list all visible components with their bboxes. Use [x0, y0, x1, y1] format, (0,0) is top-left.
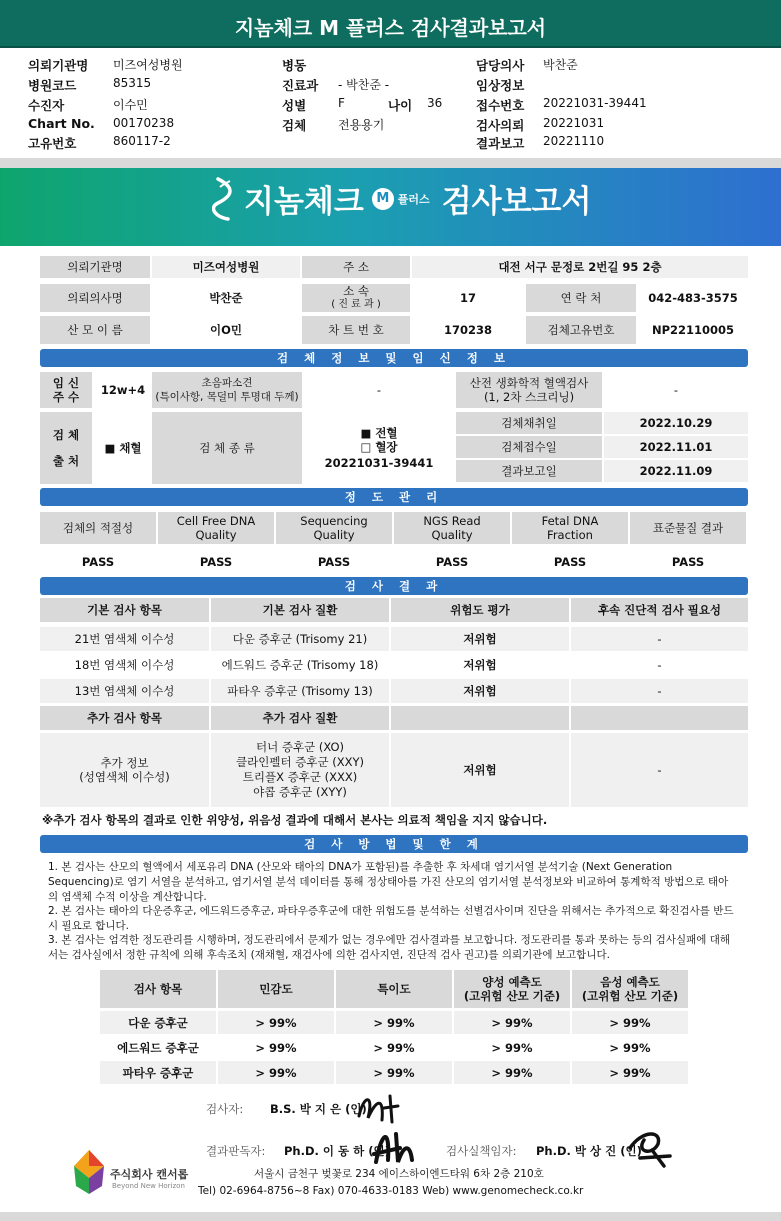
additional-diseases-line-2: 클라인펠터 증후군 (XXY) [236, 755, 364, 769]
value-request: 20221031 [543, 116, 605, 130]
value-contact: 042-483-3575 [638, 284, 748, 312]
perf-row-2-col-2: > 99% [218, 1036, 334, 1059]
value-receipt-no: 20221031-39441 [543, 96, 647, 110]
label-collection-date: 검체채취일 [456, 412, 602, 434]
qc-header-5 [512, 512, 628, 544]
director-signature [622, 1126, 678, 1170]
label-reviewer: 결과판독자: [206, 1144, 266, 1158]
additional-header-3 [391, 706, 569, 730]
result-row-3-col-2: 파타우 증후군 (Trisomy 13) [211, 679, 389, 703]
additional-header-4 [571, 706, 748, 730]
result-header-2: 기본 검사 질환 [211, 598, 389, 622]
value-specimen-id: NP22110005 [638, 316, 748, 344]
specimen-receipt-id: 20221031-39441 [324, 456, 434, 470]
perf-row-1-col-4: > 99% [454, 1011, 570, 1034]
result-row-1-col-3: 저위험 [391, 627, 569, 651]
company-contact: Tel) 02-6964-8756~8 Fax) 070-4633-0183 Web) www.genomecheck.co.kr [198, 1185, 584, 1197]
label-director: 검사실책임자: [446, 1144, 517, 1158]
qc-header-3-line-1: Sequencing [300, 514, 368, 528]
brand-m-badge: M [372, 188, 394, 210]
label-ward: 병동 [282, 58, 307, 73]
qc-value-4: PASS [394, 550, 510, 574]
label-affiliation-main: 소 속 [343, 284, 369, 298]
perf-row-2-col-3: > 99% [336, 1036, 452, 1059]
brand-logo [212, 176, 591, 221]
perf-row-1-col-1: 다운 증후군 [100, 1011, 216, 1034]
additional-item [40, 733, 209, 807]
method-item-3: 3. 본 검사는 엄격한 정도관리를 시행하며, 정도관리에서 문제가 없는 경우에만 검사결과를 보고합니다. 정도관리를 통과 못하는 등의 검사실패에 대해서는 검사실에서 정한 규칙에 의해 후속조치 (재채혈, 재검사에 의한 검사지연, 진단적 검사 권고)를 의뢰기관에 보고합니다. [48, 934, 731, 961]
perf-header-5-line-2: (고위험 산모 기준) [581, 989, 679, 1003]
value-director: Ph.D. 박 상 진 (인) [536, 1144, 642, 1158]
qc-header-4-line-2: Quality [431, 528, 473, 542]
label-affiliation-sub: ( 진 료 과 ) [331, 299, 381, 310]
qc-header-6: 표준물질 결과 [630, 512, 746, 544]
value-hospital-code: 85315 [113, 76, 152, 90]
value-chart-no: 00170238 [113, 116, 175, 130]
qc-header-5-line-1: Fetal DNA [541, 514, 599, 528]
label-affiliation [302, 284, 410, 312]
section-test-method: 검 사 방 법 및 한 계 [40, 835, 748, 853]
label-age: 나이 [388, 98, 413, 113]
value-receipt-date: 2022.11.01 [604, 436, 748, 458]
additional-diseases-line-4: 야콥 증후군 (XYY) [253, 785, 347, 799]
company-logo-icon [72, 1148, 106, 1196]
perf-row-3-col-1: 파타우 증후군 [100, 1061, 216, 1084]
method-item-1: 1. 본 검사는 산모의 혈액에서 세포유리 DNA (산모와 태아의 DNA가 포함된)를 추출한 후 차세대 염기서열 분석기술 (Next Generation Sequencing)로 염기 서열을 분석하고, 염기서열 분석 데이터를 통해 정상태아를 가진 산모의 염기서열 분석정보와 비교하여 통계학적 방법으로 태아의 염색체 수적 이상을 계산합니다. [48, 861, 729, 903]
label-institution: 의뢰기관명 [28, 58, 89, 73]
result-header-1: 기본 검사 항목 [40, 598, 209, 622]
value-doctor: 박찬준 [543, 58, 578, 72]
label-specimen: 검체 [282, 118, 307, 133]
section-quality-control: 정 도 관 리 [40, 488, 748, 506]
value-institution-t: 미즈여성병원 [152, 256, 300, 278]
label-contact: 연 락 처 [526, 284, 636, 312]
dna-icon [212, 177, 238, 221]
label-hospital-code: 병원코드 [28, 78, 77, 93]
perf-row-1-col-3: > 99% [336, 1011, 452, 1034]
label-request: 검사의뢰 [476, 118, 525, 133]
banner-title: 검사보고서 [441, 184, 592, 220]
label-gestation [40, 372, 92, 408]
label-specimen-source [40, 412, 92, 484]
label-chart-number: 차 트 번 호 [302, 316, 410, 344]
label-sex: 성별 [282, 98, 307, 113]
option-whole-blood: ■ 전혈 [360, 426, 398, 440]
additional-item-line-2: (성염색체 이수성) [79, 770, 170, 784]
value-specimen: 전용용기 [338, 118, 385, 132]
label-unique-no: 고유번호 [28, 136, 77, 151]
label-receipt-date: 검체접수일 [456, 436, 602, 458]
perf-header-4 [454, 970, 570, 1008]
perf-row-1-col-2: > 99% [218, 1011, 334, 1034]
label-specimen-type: 검 체 종 류 [152, 412, 302, 484]
tester-signature [354, 1090, 404, 1126]
perf-header-2: 민감도 [218, 970, 334, 1008]
brand-plus: 플러스 [397, 192, 430, 206]
perf-header-1: 검사 항목 [100, 970, 216, 1008]
result-row-3-col-3: 저위험 [391, 679, 569, 703]
qc-value-3: PASS [276, 550, 392, 574]
label-ultrasound [152, 372, 302, 408]
value-reviewer: Ph.D. 이 동 하 (인) [284, 1144, 390, 1158]
perf-row-3-col-3: > 99% [336, 1061, 452, 1084]
perf-row-3-col-5: > 99% [572, 1061, 688, 1084]
label-serum-2: (1, 2차 스크리닝) [483, 390, 575, 404]
method-item-2: 2. 본 검사는 태아의 다운증후군, 에드워드증후군, 파타우증후군에 대한 위험도를 분석하는 선별검사이며 진단을 위해서는 추가적으로 확진검사를 반드시 필요로 합니다. [48, 905, 734, 932]
result-row-1-col-4: - [571, 627, 748, 651]
disclaimer-note: ※추가 검사 항목의 결과로 인한 위양성, 위음성 결과에 대해서 본사는 의료적 책임을 지지 않습니다. [42, 813, 548, 827]
additional-diseases [211, 733, 389, 807]
perf-row-3-col-4: > 99% [454, 1061, 570, 1084]
label-mother-name: 산 모 이 름 [40, 316, 150, 344]
label-institution-t: 의뢰기관명 [40, 256, 150, 278]
section-test-results: 검 사 결 과 [40, 577, 748, 595]
result-row-1-col-1: 21번 염색체 이수성 [40, 627, 209, 651]
label-gestation-1: 임 신 [52, 376, 80, 390]
label-source-1: 검 체 [52, 428, 80, 442]
reviewer-signature [370, 1124, 420, 1166]
qc-header-2-line-1: Cell Free DNA [176, 514, 256, 528]
report-title: 지놈체크 M 플러스 검사결과보고서 [0, 0, 781, 48]
qc-value-1: PASS [40, 550, 156, 574]
label-chart-no: Chart No. [28, 116, 95, 131]
value-sex: F [338, 96, 345, 110]
qc-value-5: PASS [512, 550, 628, 574]
value-serum-screening: - [604, 372, 748, 408]
label-result-report: 결과보고 [476, 136, 525, 151]
value-patient: 이수민 [113, 98, 148, 112]
perf-row-3-col-2: > 99% [218, 1061, 334, 1084]
perf-header-4-line-2: (고위험 산모 기준) [463, 989, 561, 1003]
value-collection-date: 2022.10.29 [604, 412, 748, 434]
label-doctor: 담당의사 [476, 58, 525, 73]
qc-header-2-line-2: Quality [195, 528, 237, 542]
label-requesting-doctor: 의뢰의사명 [40, 284, 150, 312]
value-ultrasound: - [304, 372, 454, 408]
perf-row-2-col-1: 에드워드 증후군 [100, 1036, 216, 1059]
result-row-3-col-1: 13번 염색체 이수성 [40, 679, 209, 703]
result-header-4: 후속 진단적 검사 필요성 [571, 598, 748, 622]
label-ultrasound-1: 초음파소견 [201, 377, 253, 389]
result-row-3-col-4: - [571, 679, 748, 703]
label-source-2: 출 처 [52, 454, 80, 468]
label-receipt-no: 접수번호 [476, 98, 525, 113]
value-institution: 미즈여성병원 [113, 58, 183, 72]
additional-followup: - [571, 733, 748, 807]
company-address: 서울시 금천구 벚꽃로 234 에이스하이엔드타워 6차 2층 210호 [254, 1168, 544, 1180]
perf-row-1-col-5: > 99% [572, 1011, 688, 1034]
value-requesting-doctor: 박찬준 [152, 284, 300, 312]
additional-risk: 저위험 [391, 733, 569, 807]
value-report-date: 2022.11.09 [604, 460, 748, 482]
additional-diseases-line-3: 트리플X 증후군 (XXX) [242, 770, 358, 784]
section-specimen-pregnancy: 검 체 정 보 및 임 신 정 보 [40, 349, 748, 367]
value-unique-no: 860117-2 [113, 134, 171, 148]
label-patient: 수진자 [28, 98, 65, 113]
label-department: 진료과 [282, 78, 319, 93]
label-ultrasound-2: (특이사항, 목덜미 투명대 두께) [155, 391, 299, 403]
value-specimen-source: ■ 채혈 [94, 412, 152, 484]
company-slogan: Beyond New Horizon [112, 1182, 185, 1190]
value-specimen-type [304, 412, 454, 484]
additional-diseases-line-1: 터너 증후군 (XO) [255, 740, 345, 754]
result-row-2-col-1: 18번 염색체 이수성 [40, 653, 209, 677]
result-row-2-col-4: - [571, 653, 748, 677]
qc-header-4 [394, 512, 510, 544]
perf-header-3: 특이도 [336, 970, 452, 1008]
qc-header-2 [158, 512, 274, 544]
company-name: 주식회사 캔서롭 [110, 1168, 189, 1181]
value-gestation: 12w+4 [94, 372, 152, 408]
additional-header-2: 추가 검사 질환 [211, 706, 389, 730]
label-specimen-id: 검체고유번호 [526, 316, 636, 344]
perf-header-5-line-1: 음성 예측도 [600, 975, 660, 989]
value-tester: B.S. 박 지 은 (인) [270, 1102, 367, 1116]
perf-row-2-col-5: > 99% [572, 1036, 688, 1059]
additional-header-1: 추가 검사 항목 [40, 706, 209, 730]
qc-header-5-line-2: Fraction [547, 528, 593, 542]
label-serum-screening [456, 372, 602, 408]
qc-header-1: 검체의 적절성 [40, 512, 156, 544]
brand-name: 지놈체크 [244, 184, 364, 220]
label-tester: 검사자: [206, 1102, 244, 1116]
value-result-report: 20221110 [543, 134, 605, 148]
label-gestation-2: 주 수 [52, 390, 80, 404]
result-header-3: 위험도 평가 [391, 598, 569, 622]
label-clinical-info: 임상정보 [476, 78, 525, 93]
qc-header-3 [276, 512, 392, 544]
qc-header-4-line-1: NGS Read [423, 514, 481, 528]
value-mother-name: 이O민 [152, 316, 300, 344]
additional-item-line-1: 추가 정보 [100, 756, 149, 770]
value-chart-number: 170238 [412, 316, 524, 344]
result-row-1-col-2: 다운 증후군 (Trisomy 21) [211, 627, 389, 651]
qc-value-6: PASS [630, 550, 746, 574]
value-affiliation: 17 [412, 284, 524, 312]
result-row-2-col-2: 에드워드 증후군 (Trisomy 18) [211, 653, 389, 677]
perf-header-4-line-1: 양성 예측도 [482, 975, 542, 989]
result-row-2-col-3: 저위험 [391, 653, 569, 677]
qc-header-3-line-2: Quality [313, 528, 355, 542]
label-serum-1: 산전 생화학적 혈액검사 [469, 376, 589, 390]
perf-row-2-col-4: > 99% [454, 1036, 570, 1059]
option-plasma: □ 혈장 [360, 440, 398, 454]
value-department: - 박찬준 - [338, 78, 390, 92]
label-address: 주 소 [302, 256, 410, 278]
value-age: 36 [427, 96, 443, 110]
value-address: 대전 서구 문정로 2번길 95 2층 [412, 256, 748, 278]
label-report-date: 결과보고일 [456, 460, 602, 482]
bottom-strip [0, 1212, 781, 1221]
perf-header-5 [572, 970, 688, 1008]
qc-value-2: PASS [158, 550, 274, 574]
separator [0, 158, 781, 168]
